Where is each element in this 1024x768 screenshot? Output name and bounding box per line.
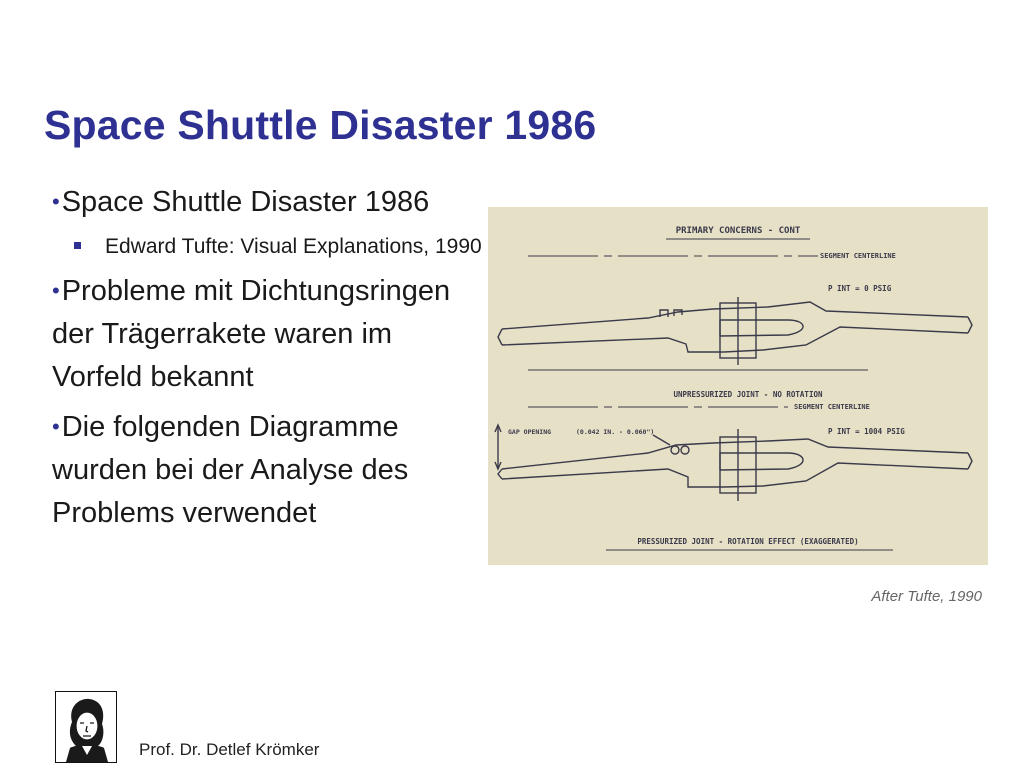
bullet-item [52,405,482,535]
internal-pressure-label-bottom: P INT = 1004 PSIG [828,427,905,436]
goethe-portrait-icon [55,691,117,763]
bullet-text: Die folgenden Diagramme wurden bei der Analyse des Problems verwendet [52,411,409,529]
bullet-item [52,180,482,224]
diagram-caption-bottom: PRESSURIZED JOINT - ROTATION EFFECT (EXAGGERATED) [637,537,859,546]
internal-pressure-label-top: P INT = 0 PSIG [828,284,892,293]
bullet-dot-icon: • [52,414,60,439]
bullet-text: Space Shuttle Disaster 1986 [61,186,430,218]
bullet-list [52,180,482,541]
segment-centerline-label-top: SEGMENT CENTERLINE [820,252,896,260]
diagram-caption-top: UNPRESSURIZED JOINT - NO ROTATION [673,390,823,399]
o-ring-joint-diagram [488,207,988,565]
gap-opening-value: (0.042 IN. - 0.060") [576,428,655,436]
slide-title: Space Shuttle Disaster 1986 [44,102,597,148]
sub-bullet-item [52,230,482,263]
bullet-dot-icon: • [52,278,60,303]
bullet-dot-icon: • [52,189,60,214]
bullet-square-icon [74,242,81,249]
diagram-paper [488,207,988,565]
segment-centerline-label-bottom: SEGMENT CENTERLINE [794,403,870,411]
diagram-heading: PRIMARY CONCERNS - CONT [675,226,801,236]
bullet-text: Probleme mit Dichtungsringen der Trägerrakete waren im Vorfeld bekannt [52,275,451,393]
image-caption: After Tufte, 1990 [871,588,982,605]
gap-opening-label: GAP OPENING [508,428,552,436]
footer-author: Prof. Dr. Detlef Krömker [139,740,320,759]
sub-bullet-text: Edward Tufte: Visual Explanations, 1990 [105,235,482,258]
bullet-item [52,269,482,399]
